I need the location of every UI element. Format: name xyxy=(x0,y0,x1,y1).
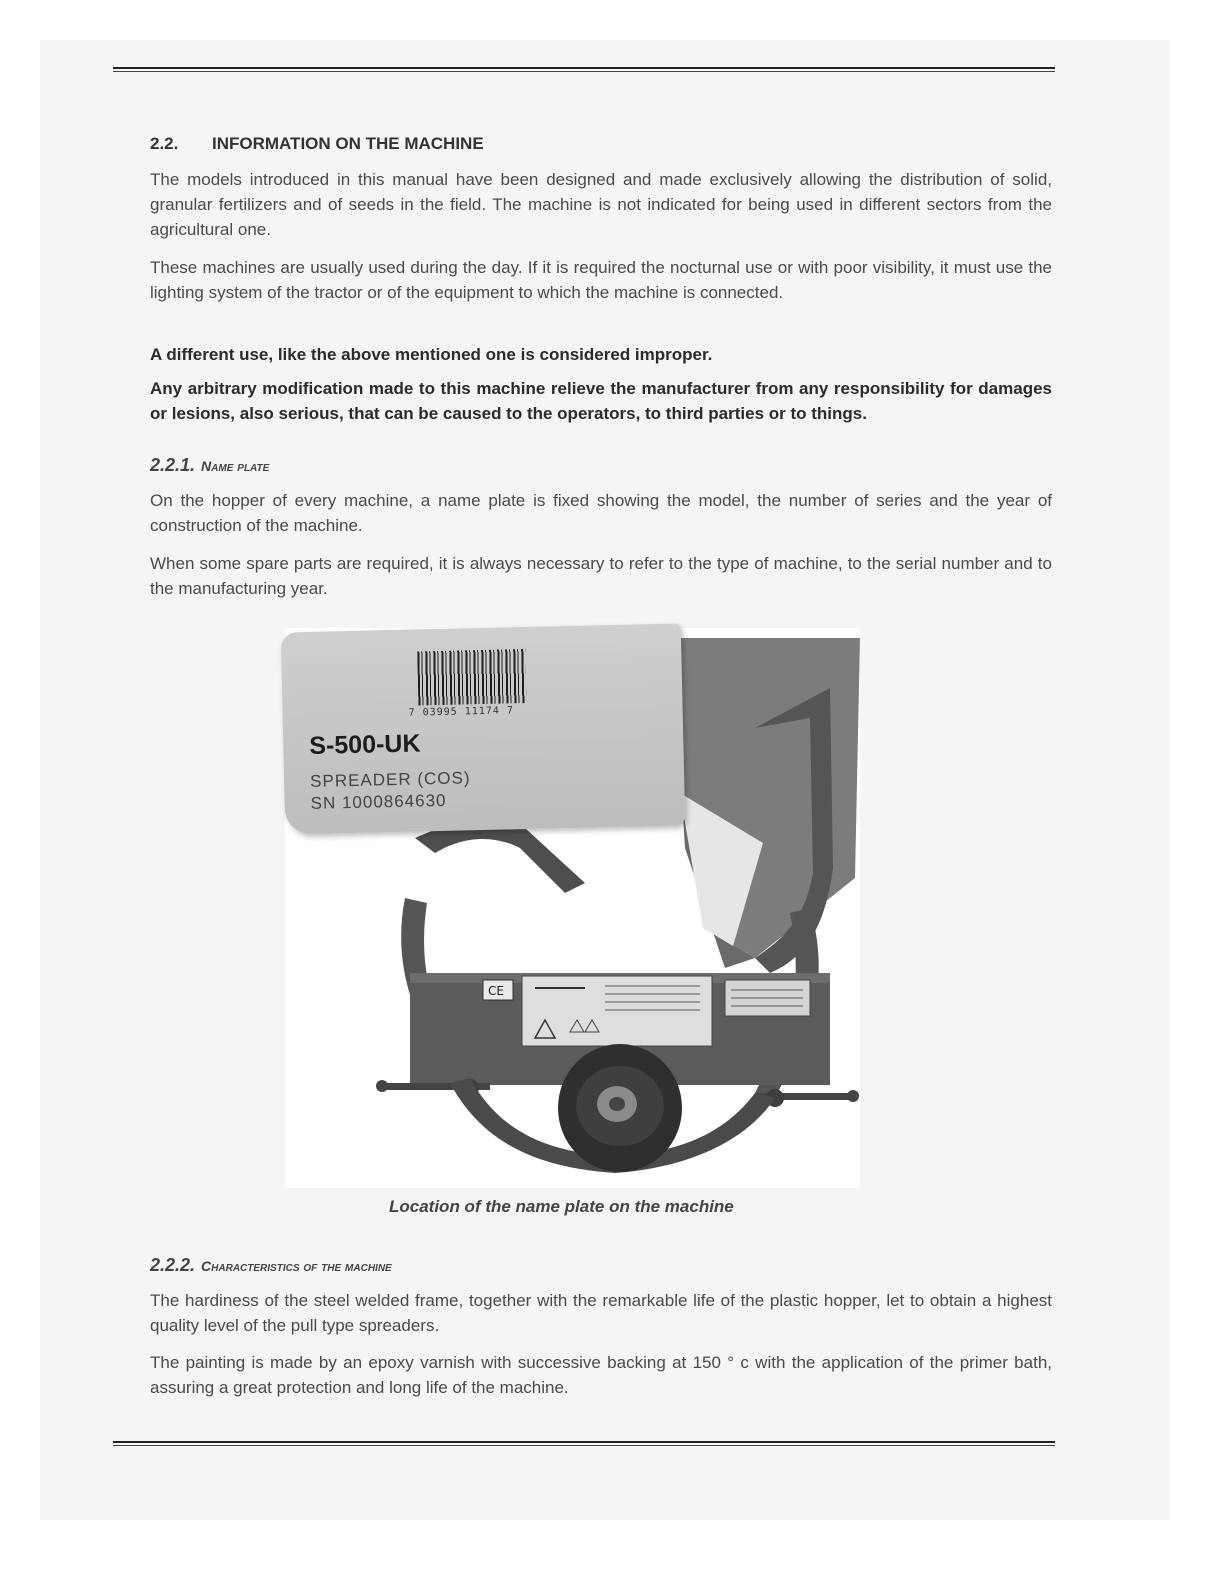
paragraph-frame: The hardiness of the steel welded frame, together with the remarkable life of the plastic hopper, let to obtain a highest quality level of the pull type spreaders. xyxy=(150,1291,1052,1335)
barcode-number: 7 03995 11174 7 xyxy=(408,705,515,719)
subsection-title: Name plate xyxy=(201,458,270,474)
paragraph-improper-use: A different use, like the above mentioned one is considered improper. xyxy=(150,345,713,364)
name-plate-sticker xyxy=(281,623,685,834)
paragraph-name-plate: On the hopper of every machine, a name plate is fixed showing the model, the number of series and the year of construction of the machine. xyxy=(150,491,1052,535)
subsection-heading-characteristics xyxy=(150,1254,392,1277)
ce-mark: CE xyxy=(488,984,504,998)
section-title: INFORMATION ON THE MACHINE xyxy=(212,134,484,153)
paragraph-spare-parts: When some spare parts are required, it is always necessary to refer to the type of machine, to the serial number and to the manufacturing year. xyxy=(150,554,1052,598)
model-code: S-500-UK xyxy=(309,729,421,760)
subsection-title: Characteristics of the machine xyxy=(201,1258,392,1274)
paragraph-liability: Any arbitrary modification made to this machine relieve the manufacturer from any responsibility for damages or lesions, also serious, that can be caused to the operators, to third parties or to things. xyxy=(150,379,1052,423)
section-heading xyxy=(150,133,484,155)
barcode xyxy=(417,649,526,705)
subsection-number: 2.2.1. xyxy=(150,455,196,475)
footer-rule xyxy=(113,1441,1055,1446)
product-line: SPREADER (COS) xyxy=(309,768,471,791)
paragraph-intended-use: The models introduced in this manual have been designed and made exclusively allowing the distribution of solid, granular fertilizers and of seeds in the field. The machine is not indicated for being used in different sectors from the agricultural one. xyxy=(150,170,1052,239)
section-number: 2.2. xyxy=(150,134,179,153)
header-rule xyxy=(113,67,1055,72)
paragraph-painting: The painting is made by an epoxy varnish with successive backing at 150 ° c with the application of the primer bath, assuring a great protection and long life of the machine. xyxy=(150,1353,1052,1397)
subsection-number: 2.2.2. xyxy=(150,1255,196,1275)
paragraph-visibility: These machines are usually used during the day. If it is required the nocturnal use or with poor visibility, it must use the lighting system of the tractor or of the equipment to which the machine is connected. xyxy=(150,258,1052,302)
subsection-heading-name-plate xyxy=(150,454,269,477)
serial-number: SN 1000864630 xyxy=(310,790,447,813)
photo-caption: Location of the name plate on the machine xyxy=(389,1197,734,1216)
